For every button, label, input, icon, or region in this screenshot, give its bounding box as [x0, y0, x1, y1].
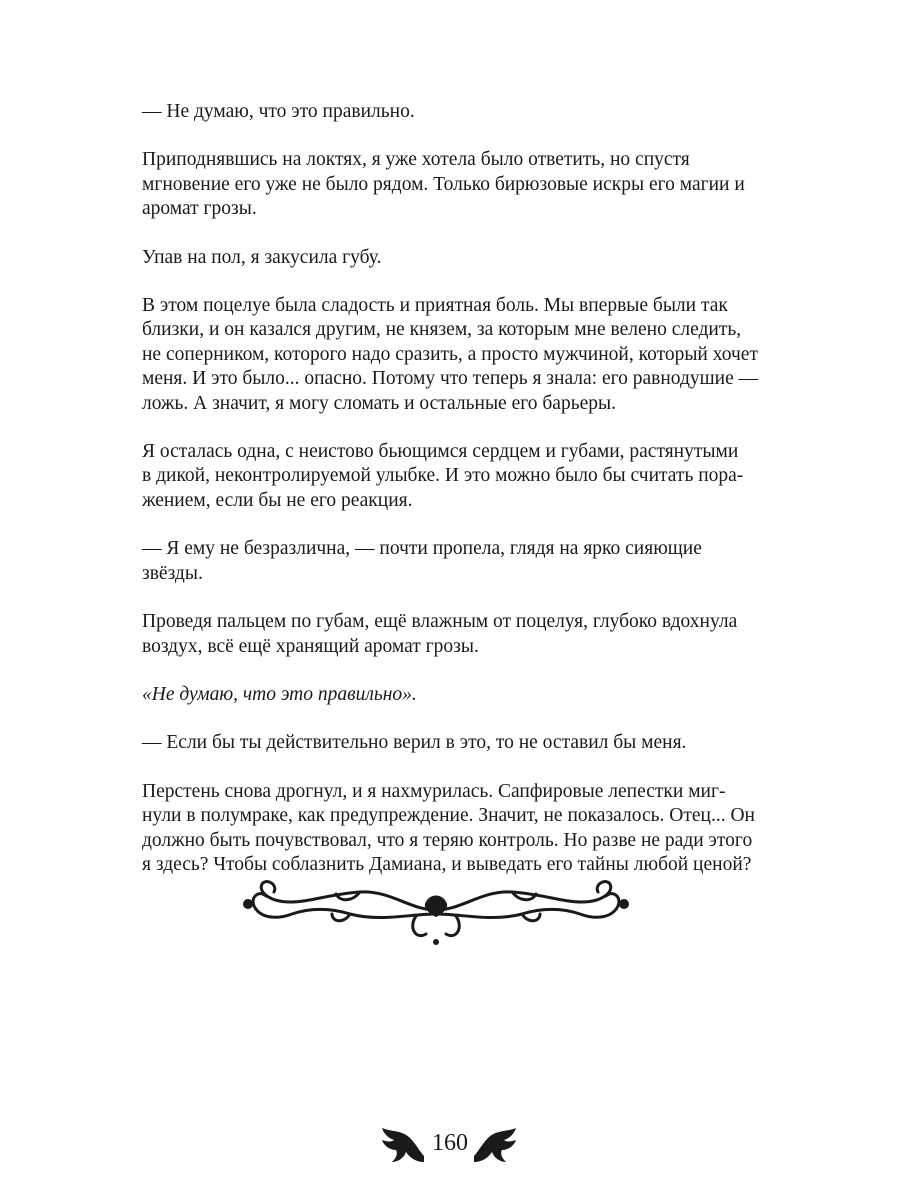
text-line: близки, и он казался другим, не князем, за которым мне велено следить,	[142, 319, 742, 341]
wing-icon	[380, 1122, 426, 1166]
paragraph	[120, 610, 760, 659]
text-line: аромат грозы.	[142, 198, 257, 220]
text-line: я здесь? Чтобы соблазнить Дамиана, и выведать его тайны любой ценой?	[142, 853, 752, 875]
paragraph	[120, 294, 760, 416]
text-line: Проведя пальцем по губам, ещё влажным от поцелуя, глубоко вдохнула	[142, 611, 738, 633]
paragraph	[120, 537, 760, 586]
text-line: ложь. А значит, я могу сломать и остальные его барьеры.	[142, 392, 616, 414]
paragraph	[120, 246, 760, 270]
text-line: жением, если бы не его реакция.	[142, 489, 413, 511]
text-line: должно быть почувствовал, что я теряю контроль. Но разве не ради этого	[142, 829, 753, 851]
text-line: Я осталась одна, с неистово бьющимся сердцем и губами, растянутыми	[142, 441, 739, 463]
text-line: меня. И это было... опасно. Потому что теперь я знала: его равнодушие —	[142, 368, 759, 390]
paragraph	[120, 148, 760, 221]
text-line: Перстень снова дрогнул, и я нахмурилась. Сапфировые лепестки миг-	[142, 780, 726, 802]
text-line: Приподнявшись на локтях, я уже хотела было ответить, но спустя	[142, 149, 690, 171]
text-line: «Не думаю, что это правильно».	[142, 683, 417, 705]
flourish-ornament-icon	[240, 880, 632, 948]
paragraph	[120, 683, 760, 707]
page-footer	[380, 1118, 520, 1168]
text-line: звёзды.	[142, 562, 203, 584]
text-line: нули в полумраке, как предупреждение. Значит, не показалось. Отец... Он	[142, 805, 755, 827]
page-number: 160	[432, 1130, 468, 1156]
text-line: В этом поцелуе была сладость и приятная боль. Мы впервые были так	[142, 295, 728, 317]
paragraph	[120, 780, 760, 878]
text-line: — Не думаю, что это правильно.	[142, 101, 415, 122]
body-text	[120, 100, 760, 901]
text-line: — Я ему не безразлична, — почти пропела, глядя на ярко сияющие	[142, 538, 702, 560]
paragraph	[120, 100, 760, 124]
paragraph	[120, 731, 760, 755]
text-line: не соперником, которого надо сразить, а просто мужчиной, который хочет	[142, 343, 758, 365]
text-line: мгновение его уже не было рядом. Только бирюзовые искры его магии и	[142, 173, 745, 195]
text-line: воздух, всё ещё хранящий аромат грозы.	[142, 635, 479, 657]
text-line: Упав на пол, я закусила губу.	[142, 246, 382, 268]
text-line: в дикой, неконтролируемой улыбке. И это можно было бы считать пора-	[142, 465, 744, 487]
wing-icon	[472, 1122, 518, 1166]
text-line: — Если бы ты действительно верил в это, то не оставил бы меня.	[142, 732, 687, 754]
paragraph	[120, 440, 760, 513]
